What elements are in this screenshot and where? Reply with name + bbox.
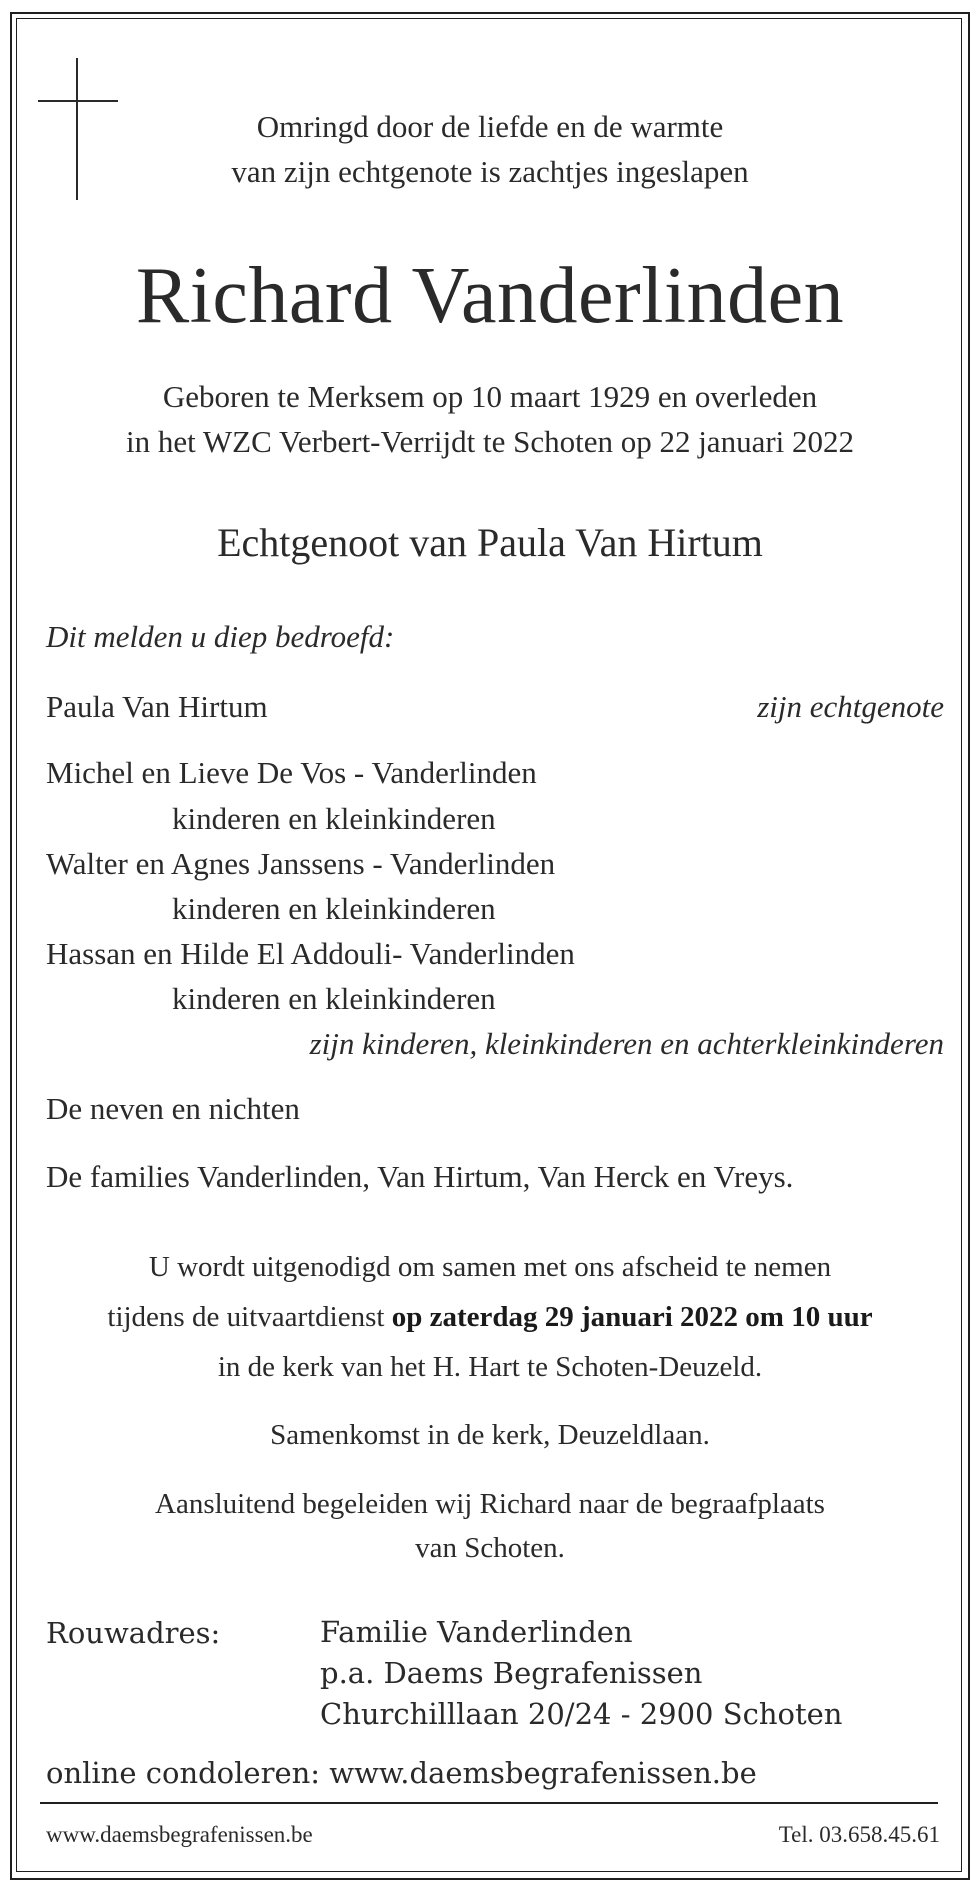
mourning-address-label: Rouwadres: [46, 1616, 221, 1650]
address-line-2: p.a. Daems Begrafenissen [320, 1656, 703, 1690]
spouse-entry-name: Paula Van Hirtum [46, 689, 268, 724]
birth-line: Geboren te Merksem op 10 maart 1929 en overleden [162, 379, 818, 414]
child-family-sub: kinderen en kleinkinderen [172, 981, 496, 1016]
cross-icon-bar [38, 100, 118, 102]
burial-line-2: van Schoten. [415, 1532, 565, 1564]
gathering-line: Samenkomst in de kerk, Deuzeldlaan. [270, 1419, 710, 1451]
footer-phone: Tel. 03.658.45.61 [778, 1822, 940, 1847]
deceased-name: Richard Vanderlinden [135, 252, 845, 340]
child-family-sub: kinderen en kleinkinderen [172, 891, 496, 926]
invitation-line-2 [40, 1292, 940, 1342]
invitation-line-3: in de kerk van het H. Hart te Schoten-Deuzeld. [217, 1351, 763, 1383]
funeral-invitation [40, 1242, 940, 1392]
intro-line-2: van zijn echtgenote is zachtjes ingeslapen [231, 154, 749, 189]
cousins-line: De neven en nichten [46, 1091, 300, 1126]
intro-text [40, 104, 940, 194]
invitation-prefix: tijdens de uitvaartdienst [107, 1301, 392, 1333]
invitation-line-1: U wordt uitgenodigd om samen met ons afscheid te nemen [148, 1251, 832, 1283]
child-family-sub: kinderen en kleinkinderen [172, 801, 496, 836]
intro-line-1: Omringd door de liefde en de warmte [256, 109, 724, 144]
address-line-3: Churchilllaan 20/24 - 2900 Schoten [320, 1697, 843, 1731]
child-family-name: Hassan en Hilde El Addouli- Vanderlinden [46, 936, 575, 971]
burial-info [40, 1482, 940, 1570]
online-condolences[interactable]: online condoleren: www.daemsbegrafenissen.be [46, 1756, 757, 1790]
mourning-address [320, 1612, 842, 1735]
footer-website[interactable]: www.daemsbegrafenissen.be [46, 1822, 313, 1847]
footer-divider [40, 1802, 938, 1804]
child-family-name: Walter en Agnes Janssens - Vanderlinden [46, 846, 556, 881]
death-line: in het WZC Verbert-Verrijdt te Schoten op 22 januari 2022 [125, 424, 855, 459]
burial-line-1: Aansluitend begeleiden wij Richard naar de begraafplaats [155, 1488, 825, 1520]
children-relation: zijn kinderen, kleinkinderen en achterkleinkinderen [309, 1026, 944, 1061]
families-line: De families Vanderlinden, Van Hirtum, Van Herck en Vreys. [46, 1159, 794, 1194]
child-family-name: Michel en Lieve De Vos - Vanderlinden [46, 755, 537, 790]
address-line-1: Familie Vanderlinden [320, 1615, 633, 1649]
spouse-entry-relation: zijn echtgenote [757, 689, 944, 724]
service-date-time: op zaterdag 29 januari 2022 om 10 uur [391, 1301, 873, 1333]
mourners-intro: Dit melden u diep bedroefd: [46, 619, 395, 654]
birth-death-info [40, 374, 940, 464]
spouse-line: Echtgenoot van Paula Van Hirtum [217, 520, 763, 565]
